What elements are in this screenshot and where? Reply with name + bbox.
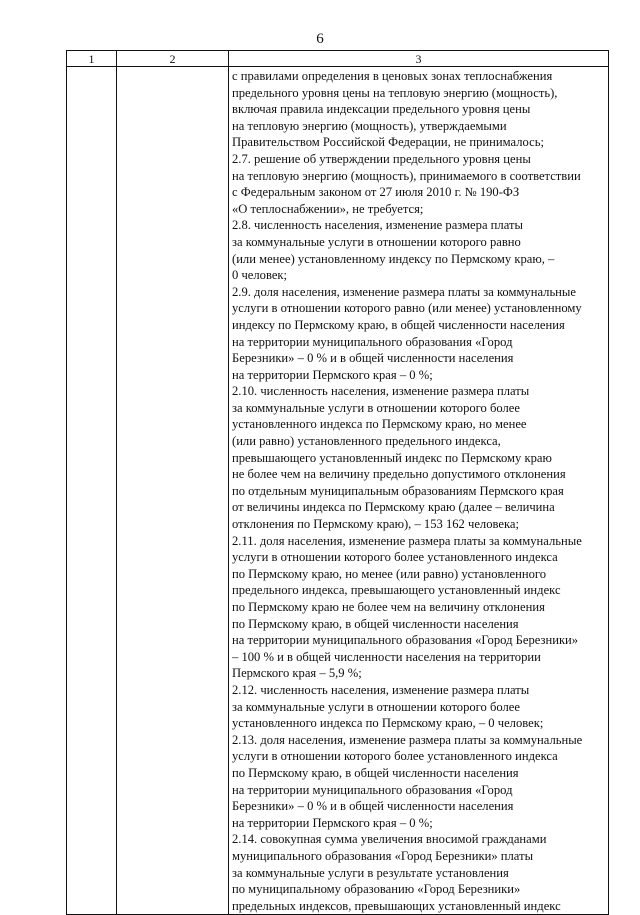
text-line: по Пермскому краю, в общей численности населения bbox=[232, 765, 519, 780]
text-line: на территории Пермского края – 0 %; bbox=[232, 815, 433, 830]
text-line: с Федеральным законом от 27 июля 2010 г. № 190-ФЗ bbox=[232, 185, 520, 200]
column-2-cell bbox=[117, 67, 229, 915]
text-line: установленного индекса по Пермскому краю, но менее bbox=[232, 417, 527, 432]
text-line: на территории Пермского края – 0 %; bbox=[232, 367, 433, 382]
text-line: 2.13. доля населения, изменение размера платы за коммунальные bbox=[232, 732, 583, 747]
text-line: за коммунальные услуги в отношении которого более bbox=[232, 699, 520, 714]
text-line: 2.10. численность населения, изменение размера платы bbox=[232, 384, 530, 399]
text-line: 2.8. численность населения, изменение размера платы bbox=[232, 218, 523, 233]
text-line: 2.9. доля населения, изменение размера платы за коммунальные bbox=[232, 284, 576, 299]
text-lines bbox=[232, 68, 608, 914]
text-line: муниципального образования «Город Березники» платы bbox=[232, 848, 534, 863]
page-number: 6 bbox=[316, 31, 324, 47]
text-line: отклонения по Пермскому краю), – 153 162 человека; bbox=[232, 517, 519, 532]
text-line: по Пермскому краю не более чем на величину отклонения bbox=[232, 600, 545, 614]
text-line: превышающего установленный индекс по Пермскому краю bbox=[232, 450, 552, 465]
column-header-3: 3 bbox=[229, 51, 609, 67]
column-1-cell bbox=[67, 67, 117, 915]
text-line: предельных индексов, превышающих установленный индекс bbox=[232, 898, 561, 913]
text-line: по муниципальному образованию «Город Березники» bbox=[232, 882, 521, 897]
text-line: предельного индекса, превышающего установленный индекс bbox=[232, 583, 561, 598]
text-line: 2.12. численность населения, изменение размера платы bbox=[232, 682, 530, 697]
table-header-row bbox=[67, 51, 609, 67]
text-line: Пермского края – 5,9 %; bbox=[232, 666, 362, 681]
text-line: от величины индекса по Пермскому краю (далее – величина bbox=[232, 500, 555, 515]
text-line: «О теплоснабжении», не требуется; bbox=[232, 201, 424, 216]
text-line: на территории муниципального образования «Город bbox=[232, 782, 513, 797]
text-line: 0 человек; bbox=[232, 268, 288, 283]
text-line: Березники» – 0 % и в общей численности населения bbox=[232, 799, 514, 814]
text-line: на тепловую энергию (мощность), утверждаемыми bbox=[232, 118, 507, 133]
text-line: услуги в отношении которого более установленного индекса bbox=[232, 749, 558, 764]
text-line: по Пермскому краю, но менее (или равно) установленного bbox=[232, 566, 547, 581]
text-line: 2.7. решение об утверждении предельного уровня цены bbox=[232, 151, 531, 166]
text-line: Березники» – 0 % и в общей численности населения bbox=[232, 351, 514, 366]
text-line: услуги в отношении которого более установленного индекса bbox=[232, 550, 558, 565]
column-header-2: 2 bbox=[117, 51, 229, 67]
column-3-cell bbox=[229, 67, 609, 915]
text-line: по Пермскому краю, в общей численности населения bbox=[232, 616, 519, 631]
text-line: включая правила индексации предельного уровня цены bbox=[232, 102, 531, 117]
text-line: Правительством Российской Федерации, не принималось; bbox=[232, 135, 544, 150]
text-line: 2.11. доля населения, изменение размера платы за коммунальные bbox=[232, 533, 582, 548]
text-line: (или менее) установленному индексу по Пермскому краю, – bbox=[232, 251, 555, 266]
text-line: установленного индекса по Пермскому краю, – 0 человек; bbox=[232, 716, 544, 731]
text-line: 2.14. совокупная сумма увеличения вносимой гражданами bbox=[232, 832, 547, 847]
text-line: по отдельным муниципальным образованиям Пермского края bbox=[232, 483, 564, 498]
text-line: – 100 % и в общей численности населения на территории bbox=[232, 649, 541, 664]
text-line: на тепловую энергию (мощность), принимаемого в соответствии bbox=[232, 168, 581, 183]
text-line: на территории муниципального образования «Город bbox=[232, 334, 513, 349]
text-line: за коммунальные услуги в отношении которого более bbox=[232, 400, 520, 415]
text-line: за коммунальные услуги в результате установления bbox=[232, 865, 509, 880]
text-line: на территории муниципального образования «Город Березники» bbox=[232, 633, 579, 648]
text-line: за коммунальные услуги в отношении которого равно bbox=[232, 234, 521, 249]
column-header-1: 1 bbox=[67, 51, 117, 67]
table-row bbox=[67, 67, 609, 915]
text-line: предельного уровня цены на тепловую энергию (мощность), bbox=[232, 85, 558, 100]
text-line: не более чем на величину предельно допустимого отклонения bbox=[232, 467, 566, 482]
text-line: с правилами определения в ценовых зонах теплоснабжения bbox=[232, 69, 553, 83]
text-line: (или равно) установленного предельного индекса, bbox=[232, 434, 501, 449]
document-table bbox=[66, 50, 609, 915]
text-line: индексу по Пермскому краю, в общей численности населения bbox=[232, 317, 565, 332]
text-line: услуги в отношении которого равно (или менее) установленному bbox=[232, 301, 582, 316]
